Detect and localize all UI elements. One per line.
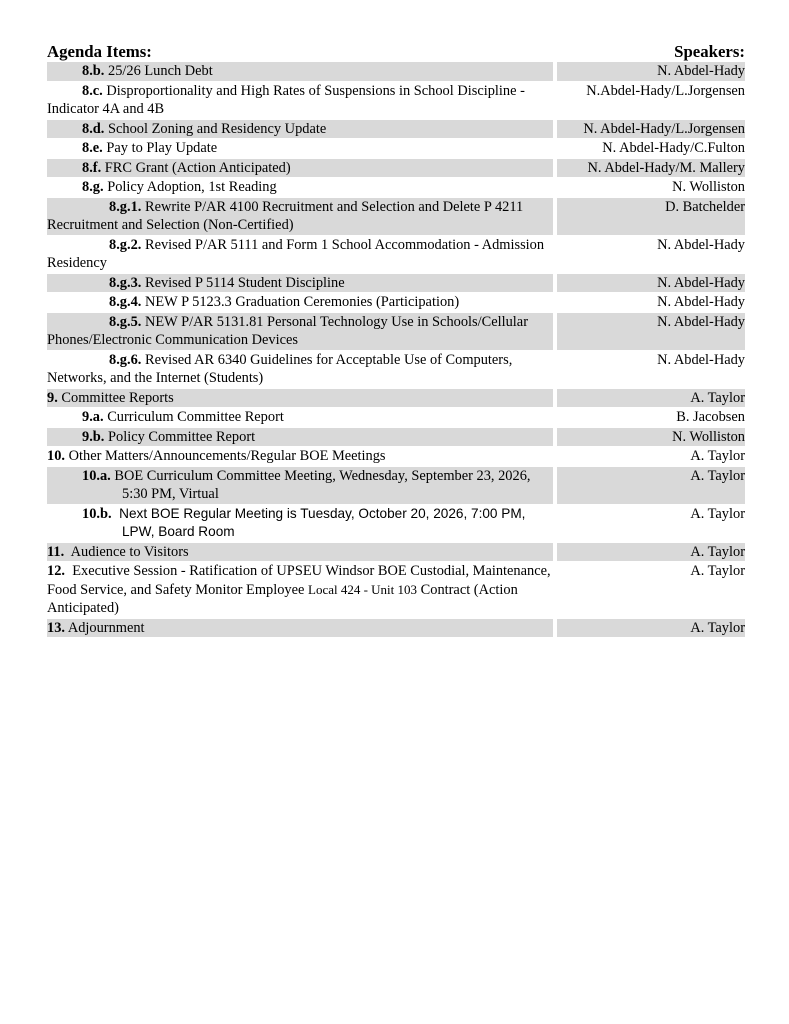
item-text-tail: Contract (Action Anticipated) — [47, 581, 518, 616]
speaker-name: N. Abdel-Hady — [557, 274, 745, 294]
speaker-name: N. Abdel-Hady — [557, 236, 745, 274]
agenda-item — [47, 120, 553, 140]
agenda-row — [47, 82, 745, 120]
item-text: Audience to Visitors — [70, 543, 189, 560]
agenda-table — [47, 62, 745, 638]
item-number: 11. — [47, 543, 65, 560]
item-text: Revised AR 6340 Guidelines for Acceptable Use of Computers, Networks, and the Internet (Students) — [47, 351, 513, 386]
speaker-name: N.Abdel-Hady/L.Jorgensen — [557, 82, 745, 120]
agenda-item — [47, 82, 553, 120]
agenda-row — [47, 236, 745, 274]
agenda-row — [47, 178, 745, 198]
agenda-item — [47, 313, 553, 351]
item-text: Rewrite P/AR 4100 Recruitment and Selection and Delete P 4211 Recruitment and Selection (Non-Certified) — [47, 198, 524, 233]
item-number: 8.b. — [82, 63, 105, 79]
item-number: 8.g.3. — [109, 274, 142, 291]
agenda-item — [47, 562, 553, 619]
item-number: 9.a. — [82, 409, 104, 425]
item-number: 8.g.5. — [109, 313, 142, 330]
item-text-small: Local 424 - Unit 103 — [308, 581, 418, 597]
item-number: 10. — [47, 448, 65, 464]
item-text: Curriculum Committee Report — [107, 409, 284, 425]
speakers-heading: Speakers: — [674, 41, 745, 61]
item-text: NEW P/AR 5131.81 Personal Technology Use in Schools/Cellular Phones/Electronic Communication Devices — [47, 313, 528, 348]
item-number: 8.g. — [82, 179, 104, 195]
agenda-row — [47, 389, 745, 409]
item-text: Next BOE Regular Meeting is Tuesday, October 20, 2026, 7:00 PM, LPW, Board Room — [119, 505, 526, 539]
speaker-name: N. Abdel-Hady/M. Mallery — [557, 159, 745, 179]
item-text: Policy Adoption, 1st Reading — [107, 179, 277, 195]
agenda-item — [47, 62, 553, 82]
agenda-item — [47, 198, 553, 236]
item-text: Policy Committee Report — [108, 428, 256, 445]
item-text: Revised P/AR 5111 and Form 1 School Accommodation - Admission Residency — [47, 236, 545, 271]
agenda-items-heading: Agenda Items: — [47, 41, 152, 61]
item-text: Pay to Play Update — [106, 140, 218, 156]
item-text: Executive Session - Ratification of UPSEU Windsor BOE Custodial, Maintenance, Food Service, and Safety Monitor Employee — [47, 563, 551, 598]
item-text: Committee Reports — [61, 389, 174, 406]
item-text: School Zoning and Residency Update — [108, 120, 327, 137]
item-text: Adjournment — [67, 619, 145, 636]
agenda-row — [47, 543, 745, 563]
item-number: 8.g.2. — [109, 236, 142, 253]
speaker-name: N. Abdel-Hady — [557, 313, 745, 351]
agenda-item — [47, 505, 553, 543]
speaker-name: N. Wolliston — [557, 428, 745, 448]
speaker-name: N. Abdel-Hady/C.Fulton — [557, 139, 745, 159]
item-text: Other Matters/Announcements/Regular BOE Meetings — [68, 448, 386, 464]
agenda-row — [47, 467, 745, 505]
agenda-item — [47, 408, 553, 428]
agenda-item — [47, 274, 553, 294]
item-number: 8.f. — [82, 159, 102, 176]
agenda-row — [47, 351, 745, 389]
item-number: 8.g.4. — [109, 294, 142, 310]
agenda-row — [47, 408, 745, 428]
speaker-name: A. Taylor — [557, 619, 745, 639]
item-number: 9. — [47, 389, 58, 406]
item-text: BOE Curriculum Committee Meeting, Wednesday, September 23, 2026, 5:30 PM, Virtual — [114, 467, 531, 502]
agenda-row — [47, 198, 745, 236]
speaker-name: N. Abdel-Hady/L.Jorgensen — [557, 120, 745, 140]
speaker-name: B. Jacobsen — [557, 408, 745, 428]
item-number: 8.d. — [82, 120, 105, 137]
speaker-name: A. Taylor — [557, 467, 745, 505]
item-text: 25/26 Lunch Debt — [108, 63, 213, 79]
item-number: 10.a. — [82, 467, 111, 484]
item-number: 10.b. — [82, 505, 112, 522]
speaker-name: A. Taylor — [557, 562, 745, 619]
item-text: Disproportionality and High Rates of Suspensions in School Discipline - Indicator 4A and 4B — [47, 82, 525, 117]
item-number: 8.e. — [82, 140, 103, 156]
agenda-item — [47, 619, 553, 639]
agenda-item — [47, 543, 553, 563]
item-text: Revised P 5114 Student Discipline — [145, 274, 345, 291]
item-number: 8.c. — [82, 82, 103, 99]
item-number: 8.g.6. — [109, 351, 142, 368]
agenda-row — [47, 120, 745, 140]
speaker-name: A. Taylor — [557, 447, 745, 467]
agenda-item — [47, 428, 553, 448]
item-text: NEW P 5123.3 Graduation Ceremonies (Participation) — [145, 294, 460, 310]
agenda-row — [47, 428, 745, 448]
agenda-row — [47, 139, 745, 159]
agenda-header — [47, 36, 745, 62]
agenda-row — [47, 562, 745, 619]
speaker-name: A. Taylor — [557, 389, 745, 409]
speaker-name: N. Wolliston — [557, 178, 745, 198]
speaker-name: A. Taylor — [557, 543, 745, 563]
agenda-item — [47, 467, 553, 505]
agenda-item — [47, 178, 553, 198]
agenda-item — [47, 389, 553, 409]
agenda-item — [47, 159, 553, 179]
agenda-row — [47, 619, 745, 639]
agenda-item — [47, 351, 553, 389]
agenda-row — [47, 505, 745, 543]
speaker-name: N. Abdel-Hady — [557, 62, 745, 82]
item-number: 12. — [47, 563, 65, 579]
agenda-item — [47, 139, 553, 159]
agenda-row — [47, 447, 745, 467]
agenda-row — [47, 293, 745, 313]
item-number: 13. — [47, 619, 65, 636]
item-number: 9.b. — [82, 428, 105, 445]
agenda-row — [47, 274, 745, 294]
agenda-item — [47, 293, 553, 313]
speaker-name: A. Taylor — [557, 505, 745, 543]
item-text: FRC Grant (Action Anticipated) — [104, 159, 291, 176]
agenda-item — [47, 236, 553, 274]
speaker-name: D. Batchelder — [557, 198, 745, 236]
agenda-row — [47, 159, 745, 179]
speaker-name: N. Abdel-Hady — [557, 293, 745, 313]
agenda-row — [47, 313, 745, 351]
agenda-item — [47, 447, 553, 467]
agenda-row — [47, 62, 745, 82]
item-number: 8.g.1. — [109, 198, 142, 215]
agenda-page — [47, 36, 745, 638]
speaker-name: N. Abdel-Hady — [557, 351, 745, 389]
